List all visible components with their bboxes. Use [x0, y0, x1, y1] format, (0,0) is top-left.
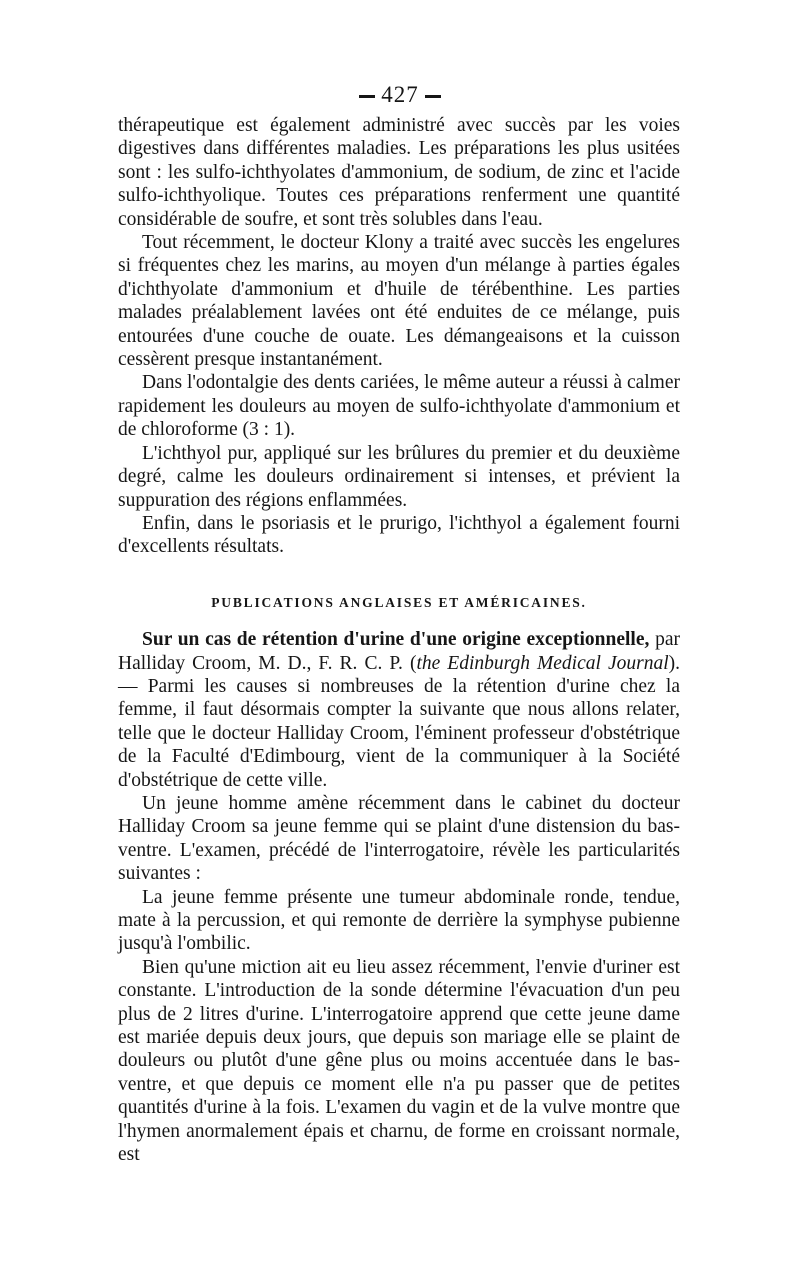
paragraph-psoriasis: Enfin, dans le psoriasis et le prurigo, l'ichthyol a également fourni d'excellents résultats. — [118, 512, 680, 558]
page-number-dash-right — [425, 95, 441, 98]
article-paragraph-miction: Bien qu'une miction ait eu lieu assez récemment, l'envie d'uriner est constante. L'introduction de la sonde détermine l'évacuation d'un peu plus de 2 litres d'urine. L'interrogatoire apprend que cette jeune dame est mariée depuis deux jours, que depuis son mariage elle se plaint de douleurs ou plutôt d'une gêne plus ou moins accentuée dans le bas-ventre, et que depuis ce moment elle n'a pu passer que de petites quantités d'urine à la fois. L'examen du vagin et de la vulve montre que l'hymen anormalement épais et charnu, de forme en croissant normale, est — [118, 956, 680, 1166]
article-paragraph-tumeur: La jeune femme présente une tumeur abdominale ronde, tendue, mate à la percussion, et qui remonte de derrière la symphyse pubienne jusqu'à l'ombilic. — [118, 886, 680, 955]
paragraph-klony: Tout récemment, le docteur Klony a traité avec succès les engelures si fréquentes chez les marins, au moyen d'un mélange à parties égales d'ichthyolate d'ammonium et d'huile de térébenthine. Les parties malades préalablement lavées ont été enduites de ce mélange, puis entourées d'une couche de ouate. Les démangeaisons et la cuisson cessèrent presque instantanément. — [118, 232, 680, 371]
section-heading: PUBLICATIONS ANGLAISES ET AMÉRICAINES. — [211, 594, 587, 610]
page-body — [118, 114, 680, 1166]
paragraph-brulures: L'ichthyol pur, appliqué sur les brûlures du premier et du deuxième degré, calme les douleurs ordinairement si intenses, et prévient la suppuration des régions enflammées. — [118, 442, 680, 511]
article-intro-text: ). — Parmi les causes si nombreuses de la rétention d'urine chez la femme, il faut désormais compter la suivante que nous allons relater, telle que le docteur Halliday Croom, l'éminent professeur d'obstétrique de la Faculté d'Edimbourg, vient de la communiquer à la Société d'obstétrique de cette ville. — [118, 652, 680, 791]
page-number-value: 427 — [381, 82, 419, 107]
page-number — [0, 82, 800, 108]
page-number-dash-left — [359, 95, 375, 98]
article-intro — [118, 628, 680, 792]
article-title: Sur un cas de rétention d'urine d'une origine exceptionnelle, — [142, 629, 650, 651]
paragraph-continuation: thérapeutique est également administré avec succès par les voies digestives dans différentes maladies. Les préparations les plus usitées sont : les sulfo-ichthyolates d'ammonium, de sodium, de zinc et l'acide sulfo-ichthyolique. Toutes ces préparations renferment une quantité considérable de soufre, et sont très solubles dans l'eau. — [118, 115, 680, 230]
paragraph-odontalgie: Dans l'odontalgie des dents cariées, le même auteur a réussi à calmer rapidement les douleurs au moyen de sulfo-ichthyolate d'ammonium et de chloroforme (3 : 1). — [118, 372, 680, 441]
article-paragraph-visit: Un jeune homme amène récemment dans le cabinet du docteur Halliday Croom sa jeune femme qui se plaint d'une distension du bas-ventre. L'examen, précédé de l'interrogatoire, révèle les particularités suivantes : — [118, 792, 680, 885]
article-author: par Halliday Croom, M. D., F. R. C. P. ( — [118, 629, 680, 674]
article-journal: the Edinburgh Medical Journal — [416, 652, 669, 674]
